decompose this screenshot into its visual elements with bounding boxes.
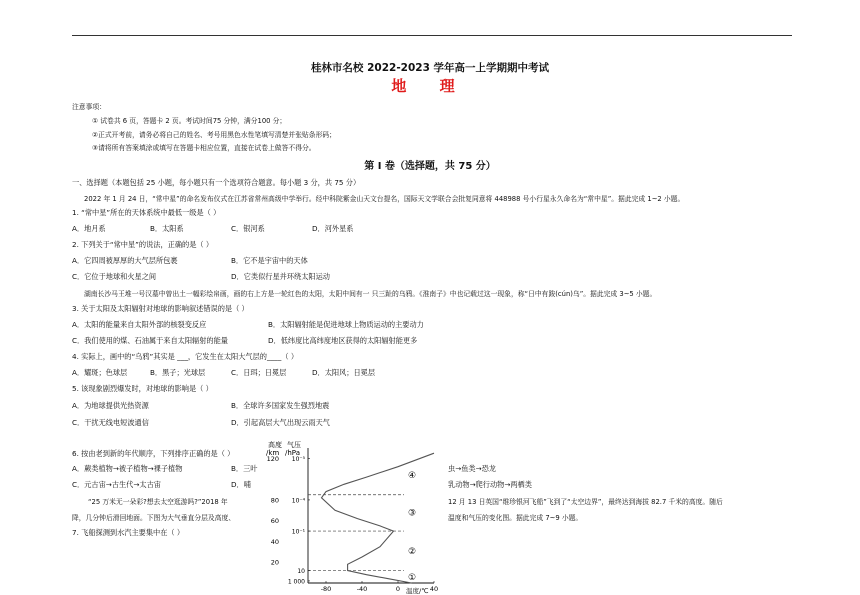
note-2: ②正式开考前，请务必将自己的姓名、考号用黑色水性笔填写清楚并张贴条形码； xyxy=(92,131,336,139)
temperature-tick-label: -80 xyxy=(320,585,332,593)
q5-option-b: B．全球许多国家发生强烈地震 xyxy=(231,401,330,410)
height-tick-label: 20 xyxy=(270,558,279,567)
pressure-tick-label: 10⁻⁵ xyxy=(291,455,305,463)
q2-option-a: A．它四周被厚厚的大气层所包裹 xyxy=(72,256,178,265)
pressure-tick-label: 10 xyxy=(297,568,305,576)
pressure-ticks xyxy=(288,456,310,586)
passage-2: 湖南长沙马王堆一号汉墓中曾出土一幅彩绘帛画，画的右上方是一轮红色的太阳，太阳中间有一 只三趾的乌鸦。《淮南子》中也记载过这一现象，称“日中有踆(cún)乌”。据此完成 3~5 小题。 xyxy=(84,290,657,298)
passage-3-right-2: 温度和气压的变化图。据此完成 7~9 小题。 xyxy=(448,514,583,522)
note-1: ① 试卷共 6 页，答题卡 2 页。考试时间75 分钟，满分100 分； xyxy=(92,117,287,125)
q6-stem: 6. 按由老到新的年代顺序，下列排序正确的是（ ） xyxy=(72,449,235,458)
height-tick-label: 80 xyxy=(270,496,279,505)
q2-option-d: D．它类似行星并环绕太阳运动 xyxy=(231,272,330,281)
subject-title: 地 理 xyxy=(391,77,469,95)
layer-marker-2: ② xyxy=(407,546,417,557)
note-3: ③请将所有答案填涂或填写在答题卡相应位置，直接在试卷上做答不得分。 xyxy=(92,144,316,152)
q6-option-c: C．元古宙→古生代→太古宙 xyxy=(72,480,161,489)
q6-option-a: A．蕨类植物→被子植物→裸子植物 xyxy=(72,464,183,473)
q5-option-a: A．为地球提供光热资源 xyxy=(72,401,149,410)
temperature-tick-label: -40 xyxy=(356,585,368,593)
pressure-unit: /hPa xyxy=(285,449,300,457)
pressure-tick-label: 10⁻¹ xyxy=(291,528,305,536)
height-label: 高度 xyxy=(268,441,282,449)
q6-option-b-end: 虫→鱼类→恐龙 xyxy=(448,464,496,473)
q6-option-d-start: D．哺 xyxy=(231,480,251,489)
pressure-label: 气压 xyxy=(287,441,301,449)
q1-option-d: D．河外星系 xyxy=(312,224,354,233)
notes-heading: 注意事项： xyxy=(72,103,106,111)
q1-option-a: A．地月系 xyxy=(72,224,106,233)
q1-option-b: B．太阳系 xyxy=(150,224,184,233)
q3-option-a: A．太阳的能量来自太阳外部的核裂变反应 xyxy=(72,320,207,329)
q7-stem: 7. 飞船探测到水汽主要集中在（ ） xyxy=(72,528,185,537)
q4-option-b: B．黑子；光球层 xyxy=(150,368,206,377)
q3-option-b: B．太阳辐射能是促进地球上物质运动的主要动力 xyxy=(268,320,424,329)
height-tick-label: 120 xyxy=(266,454,279,463)
height-tick-label: 60 xyxy=(270,517,279,526)
q3-option-c: C．我们使用的煤、石油属于来自太阳辐射的能量 xyxy=(72,336,228,345)
q2-stem: 2. 下列关于“常中星”的说法，正确的是（ ） xyxy=(72,240,214,249)
temperature-tick-label: 0 xyxy=(395,585,401,593)
q5-option-d: D．引起高层大气出现云雨天气 xyxy=(231,418,330,427)
exam-title: 桂林市名校 2022-2023 学年高一上学期期中考试 xyxy=(310,62,550,74)
layer-markers xyxy=(408,471,416,583)
layer-marker-3: ③ xyxy=(407,508,417,519)
pressure-tick-label: 1 000 xyxy=(287,578,305,586)
q2-option-b: B．它不是宇宙中的天体 xyxy=(231,256,308,265)
section-instructions: 一、选择题（本题包括 25 小题，每小题只有一个选项符合题意。每小题 3 分，共 75 分） xyxy=(72,178,361,187)
q4-stem: 4. 实际上，画中的“乌鸦”其实是 ___，它发生在太阳大气层的____（ ） xyxy=(72,352,299,361)
atmosphere-figure xyxy=(256,440,446,595)
q5-stem: 5. 该现象剧烈爆发时，对地球的影响是（ ） xyxy=(72,384,213,393)
q3-option-d: D．低纬度比高纬度地区获得的太阳辐射能更多 xyxy=(268,336,418,345)
height-unit: /km xyxy=(266,449,280,457)
passage-3-right-1: 12 月 13 日英国“维珍银河飞船”飞到了“太空边界”，最终达到海拔 82.7 千米的高度。随后 xyxy=(448,498,723,506)
q4-option-c: C．日珥；日冕层 xyxy=(231,368,287,377)
height-ticks xyxy=(267,455,279,567)
height-tick-label: 40 xyxy=(270,537,279,546)
layer-boundaries xyxy=(308,495,404,571)
header-rule xyxy=(72,35,792,36)
q4-option-a: A．耀斑；色球层 xyxy=(72,368,128,377)
q3-stem: 3. 关于太阳及太阳辐射对地球的影响叙述错误的是（ ） xyxy=(72,304,249,313)
q2-option-c: C．它位于地球和火星之间 xyxy=(72,272,157,281)
layer-marker-4: ④ xyxy=(407,471,417,481)
q1-option-c: C．银河系 xyxy=(231,224,265,233)
passage-3-left-2: 降，几分钟后滑回地面。下图为大气垂直分层及高度、 xyxy=(72,514,236,522)
section-title: 第 I 卷（选择题，共 75 分） xyxy=(364,161,496,172)
q6-option-b-start: B．三叶 xyxy=(231,464,258,473)
layer-marker-1: ① xyxy=(407,572,417,583)
passage-1: 2022 年 1 月 24 日，“常中星”的命名发布仪式在江苏省常州高级中学举行。经中科院紫金山天文台提名，国际天文学联合会批复同意将 448988 号小行星永久命名为“常中星”。据此完成 1~2 小题。 xyxy=(84,195,685,203)
passage-3-left-1: “25 万米无一朵彩?想去太空逛游吗?”2018 年 xyxy=(88,498,228,506)
temperature-axis-label: 温度/℃ xyxy=(406,587,429,595)
temperature-tick-label: 40 xyxy=(429,585,439,593)
q1-stem: 1. “常中星”所在的天体系统中最低一级是（ ） xyxy=(72,208,221,217)
q4-option-d: D．太阳风；日冕层 xyxy=(312,368,376,377)
temperature-curve xyxy=(322,453,435,583)
pressure-tick-label: 10⁻⁴ xyxy=(291,497,305,505)
q6-option-d-end: 乳动物→爬行动物→两栖类 xyxy=(448,480,532,489)
q5-option-c: C．干扰无线电短波通信 xyxy=(72,418,149,427)
